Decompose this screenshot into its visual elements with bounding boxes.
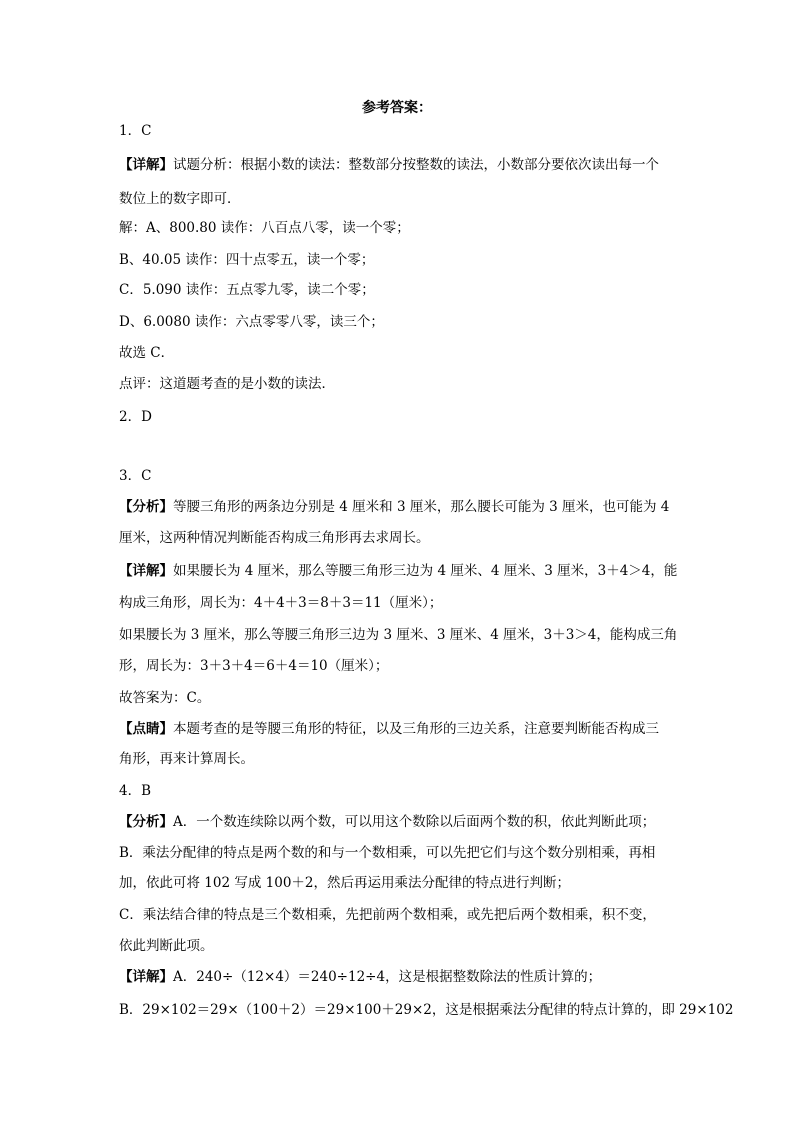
text-segment: B、40.05 读作：四十点零五，读一个零； <box>119 252 375 268</box>
text-line <box>119 843 679 863</box>
text-line <box>119 719 679 739</box>
text-line <box>119 343 679 363</box>
text-line <box>119 625 679 645</box>
text-line <box>119 528 679 548</box>
text-line <box>119 749 679 769</box>
text-segment: 角形，再来计算周长。 <box>119 751 254 767</box>
text-segment: 厘米，这两种情况判断能否构成三角形再去求周长。 <box>119 530 430 546</box>
text-line <box>119 873 679 893</box>
text-segment: 故选 C． <box>119 345 175 361</box>
text-segment: D、6.0080 读作：六点零零八零，读三个； <box>119 314 384 330</box>
text-line <box>119 812 679 832</box>
text-segment: 形，周长为：3＋3＋4＝6＋4＝10（厘米）； <box>119 658 389 674</box>
section-label: 【分析】 <box>119 499 173 515</box>
text-line <box>119 905 679 925</box>
text-line <box>119 280 679 300</box>
text-line <box>119 250 679 270</box>
text-segment: 解：A、800.80 读作：八百点八零，读一个零； <box>119 220 410 236</box>
text-segment: 加，依此可将 102 写成 100＋2，然后再运用乘法分配律的特点进行判断； <box>119 875 570 891</box>
text-segment: 4．B <box>119 783 152 799</box>
text-segment: 如果腰长为 3 厘米，那么等腰三角形三边为 3 厘米、3 厘米、4 厘米，3＋3＞4，能构成三角 <box>119 627 678 643</box>
text-line <box>119 781 679 801</box>
text-line <box>119 593 679 613</box>
text-line <box>119 312 679 332</box>
text-segment: 构成三角形，周长为：4＋4＋3＝8＋3＝11（厘米）； <box>119 595 443 611</box>
text-segment: A．一个数连续除以两个数，可以用这个数除以后面两个数的积，依此判断此项； <box>173 814 656 830</box>
text-segment: C．5.090 读作：五点零九零，读二个零； <box>119 282 375 298</box>
text-segment: 依此判断此项。 <box>119 938 214 954</box>
section-label: 【点睛】 <box>119 721 173 737</box>
text-line <box>119 497 679 517</box>
text-segment: 本题考查的是等腰三角形的特征，以及三角形的三边关系，注意要判断能否构成三 <box>173 721 659 737</box>
text-segment: B．29×102＝29×（100＋2）＝29×100＋29×2，这是根据乘法分配律的特点计算的，即 29×102 <box>119 1002 734 1018</box>
answer-title: 参考答案： <box>362 100 432 116</box>
section-label: 【详解】 <box>119 563 173 579</box>
text-line <box>119 466 679 486</box>
text-line <box>119 374 679 394</box>
text-line <box>119 561 679 581</box>
section-label: 【详解】 <box>119 157 173 173</box>
text-line <box>119 688 679 708</box>
text-segment: C．乘法结合律的特点是三个数相乘，先把前两个数相乘，或先把后两个数相乘，积不变， <box>119 907 656 923</box>
section-label: 【分析】 <box>119 814 173 830</box>
section-label: 【详解】 <box>119 969 173 985</box>
text-segment: 等腰三角形的两条边分别是 4 厘米和 3 厘米，那么腰长可能为 3 厘米，也可能为 4 <box>173 499 670 515</box>
text-segment: 点评：这道题考查的是小数的读法． <box>119 376 335 392</box>
text-line <box>119 1000 734 1020</box>
text-line <box>119 189 679 209</box>
text-line <box>119 656 679 676</box>
text-line <box>119 967 679 987</box>
text-line <box>119 218 679 238</box>
text-segment: A．240÷（12×4）＝240÷12÷4，这是根据整数除法的性质计算的； <box>173 969 602 985</box>
text-segment: 如果腰长为 4 厘米，那么等腰三角形三边为 4 厘米、4 厘米、3 厘米，3＋4＞4，能 <box>173 563 678 579</box>
text-segment: 1．C <box>119 123 152 139</box>
text-segment: B．乘法分配律的特点是两个数的和与一个数相乘，可以先把它们与这个数分别相乘，再相 <box>119 845 656 861</box>
text-segment: 故答案为：C。 <box>119 690 211 706</box>
text-line <box>119 121 679 141</box>
text-segment: 数位上的数字即可． <box>119 191 241 207</box>
text-segment: 3．C <box>119 468 152 484</box>
text-segment: 试题分析：根据小数的读法：整数部分按整数的读法，小数部分要依次读出每一个 <box>173 157 659 173</box>
text-line <box>119 155 679 175</box>
text-line <box>119 936 679 956</box>
text-segment: 2．D <box>119 409 152 425</box>
text-line <box>119 407 679 427</box>
